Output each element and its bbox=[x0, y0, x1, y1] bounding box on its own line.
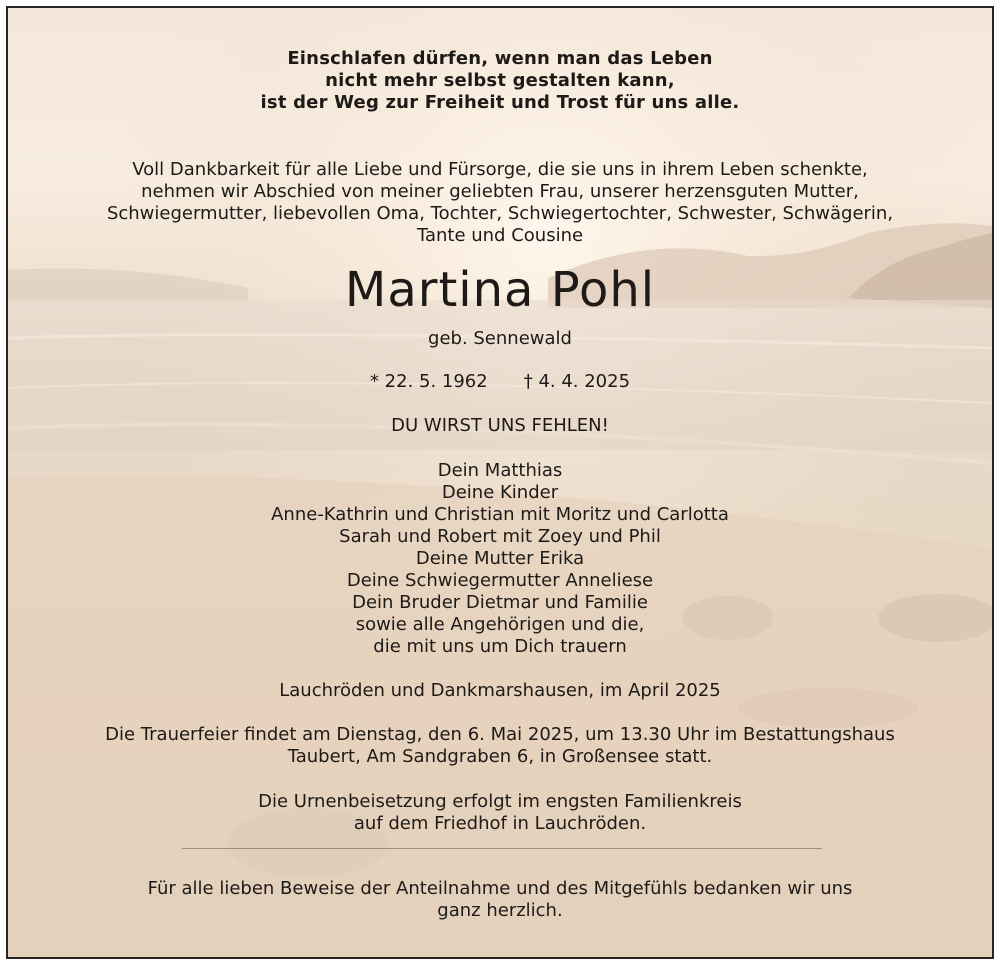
urn-line-1: Die Urnenbeisetzung erfolgt im engsten Familienkreis bbox=[258, 791, 742, 812]
poem-line-1: Einschlafen dürfen, wenn man das Leben bbox=[287, 48, 713, 69]
urn-line-2: auf dem Friedhof in Lauchröden. bbox=[353, 813, 647, 834]
motto: DU WIRST UNS FEHLEN! bbox=[391, 415, 609, 436]
obituary-frame bbox=[6, 6, 994, 959]
birth-name: geb. Sennewald bbox=[428, 328, 572, 349]
divider bbox=[182, 848, 822, 849]
intro-line-3: Schwiegermutter, liebevollen Oma, Tochter, Schwiegertochter, Schwester, Schwägerin, bbox=[106, 203, 894, 224]
obituary-content bbox=[8, 8, 992, 957]
mourner-line: sowie alle Angehörigen und die, bbox=[355, 614, 645, 635]
intro-line-2: nehmen wir Abschied von meiner geliebten Frau, unserer herzensguten Mutter, bbox=[141, 181, 859, 202]
intro-line-1: Voll Dankbarkeit für alle Liebe und Fürsorge, die sie uns in ihrem Leben schenkte, bbox=[132, 159, 868, 180]
mourner-line: Deine Mutter Erika bbox=[415, 548, 585, 569]
poem-line-2: nicht mehr selbst gestalten kann, bbox=[325, 70, 675, 91]
mourner-line: Deine Kinder bbox=[441, 482, 559, 503]
mourner-line: Dein Matthias bbox=[437, 460, 563, 481]
mourner-line: Deine Schwiegermutter Anneliese bbox=[346, 570, 654, 591]
life-dates bbox=[8, 371, 992, 392]
poem-line-3: ist der Weg zur Freiheit und Trost für uns alle. bbox=[260, 92, 740, 113]
birth-date: * 22. 5. 1962 bbox=[369, 371, 488, 392]
thanks-line-1: Für alle lieben Beweise der Anteilnahme und des Mitgefühls bedanken wir uns bbox=[147, 878, 853, 899]
place-date: Lauchröden und Dankmarshausen, im April 2025 bbox=[279, 680, 721, 701]
deceased-name: Martina Pohl bbox=[344, 262, 656, 318]
intro-line-4: Tante und Cousine bbox=[416, 225, 584, 246]
thanks-line-2: ganz herzlich. bbox=[437, 900, 563, 921]
funeral-line-1: Die Trauerfeier findet am Dienstag, den 6. Mai 2025, um 13.30 Uhr im Bestattungshaus bbox=[105, 724, 895, 745]
mourner-line: Dein Bruder Dietmar und Familie bbox=[352, 592, 648, 613]
mourner-line: die mit uns um Dich trauern bbox=[373, 636, 627, 657]
mourner-line: Anne-Kathrin und Christian mit Moritz und Carlotta bbox=[271, 504, 729, 525]
death-date: † 4. 4. 2025 bbox=[523, 371, 631, 392]
mourner-line: Sarah und Robert mit Zoey und Phil bbox=[339, 526, 661, 547]
funeral-line-2: Taubert, Am Sandgraben 6, in Großensee statt. bbox=[287, 746, 713, 767]
